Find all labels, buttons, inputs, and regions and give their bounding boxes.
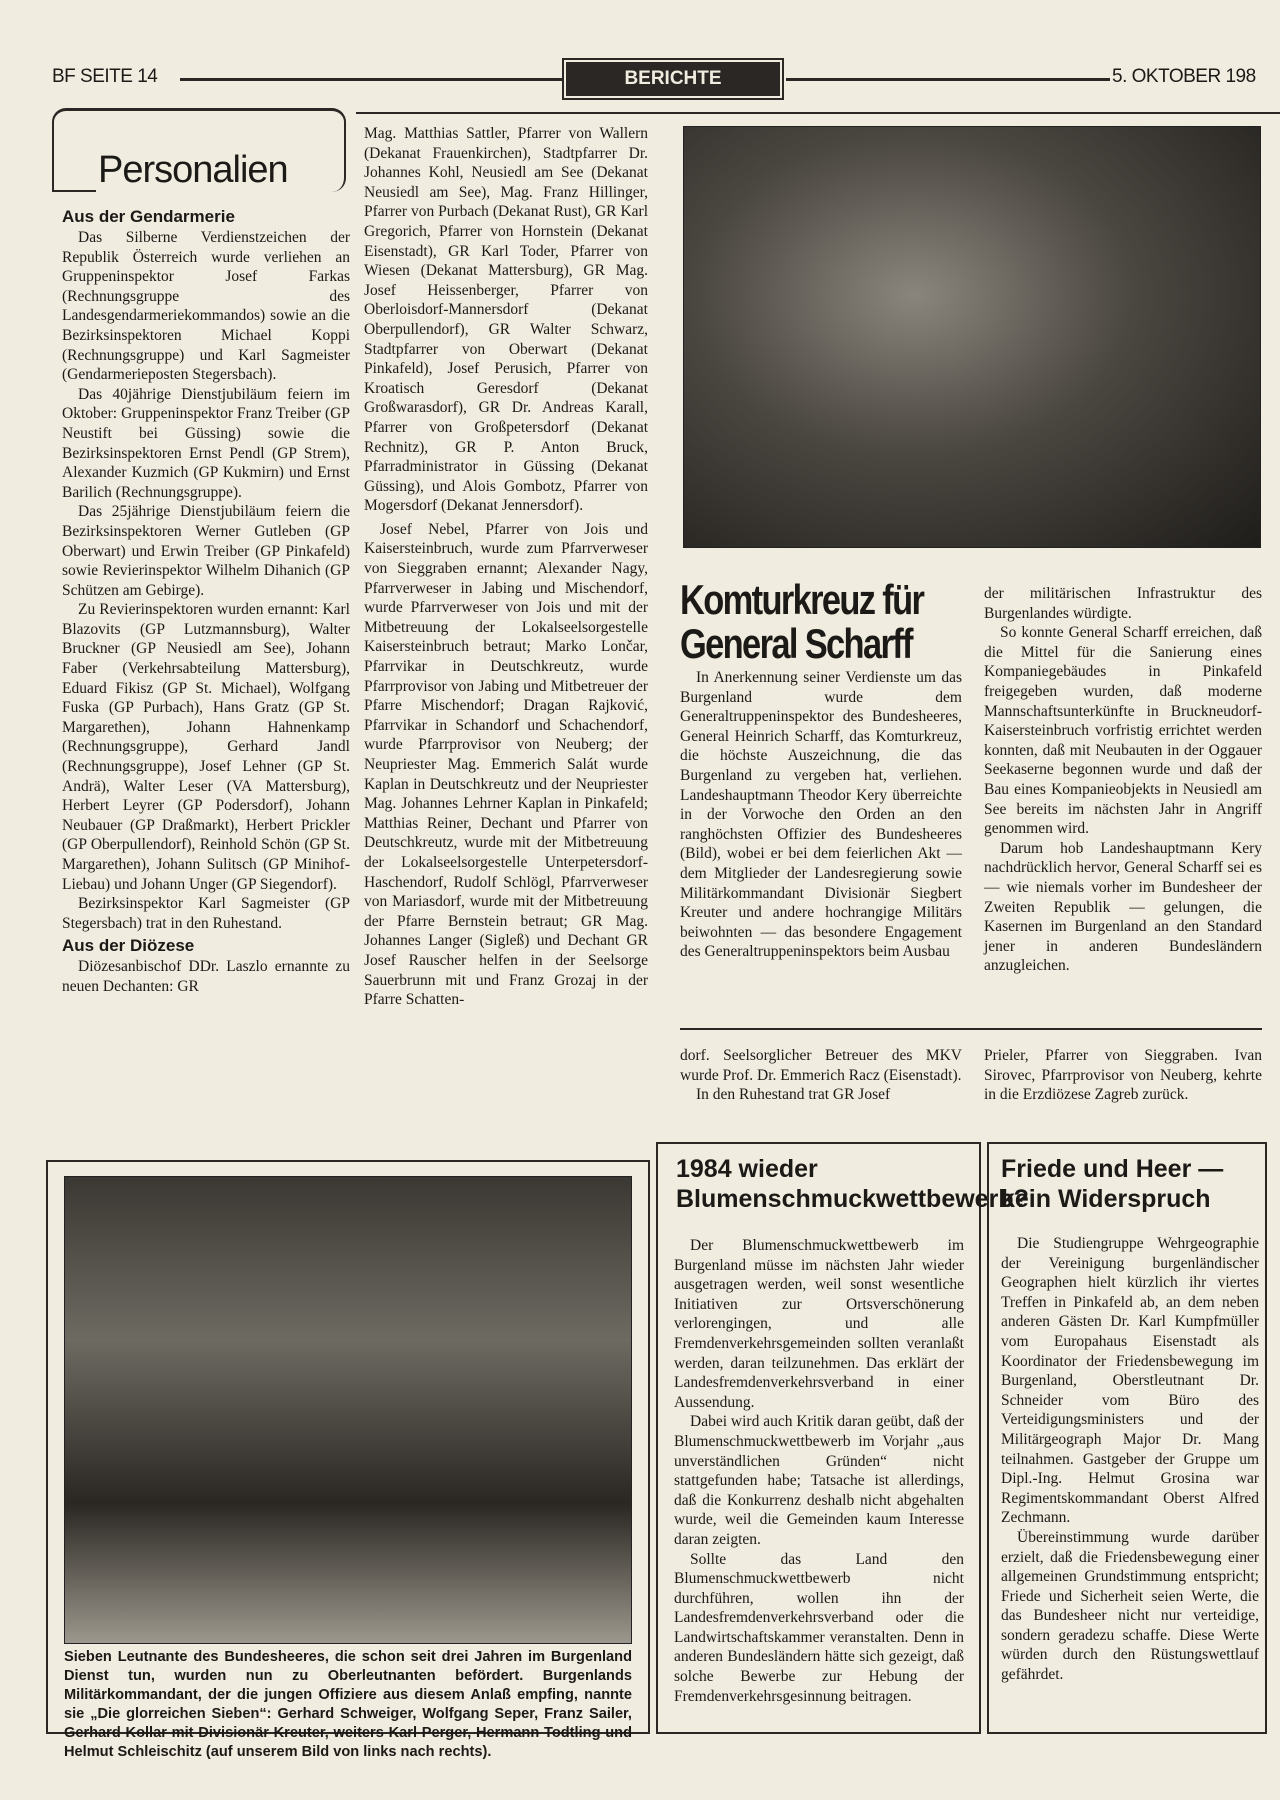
blumen-headline: 1984 wieder Blumenschmuckwettbewerb? [676,1155,1029,1213]
title-underline [52,190,96,192]
komtur-headline: Komturkreuz für General Scharff [680,576,924,667]
komtur-column-1 [680,668,962,962]
blumen-article-box [656,1142,1029,1734]
issue-date: 5. OKTOBER 198 [1112,66,1256,87]
article-paragraph: In den Ruhestand trat GR Josef [696,1086,891,1104]
dioezese-heading: Aus der Diözese [62,936,195,956]
photo-general-scharff-award [683,126,1261,548]
article-paragraph: Bezirksinspektor Karl Sagmeister (GP Stegersbach) trat in den Ruhestand. [62,895,350,932]
personalien-column-1 [62,204,350,997]
article-paragraph: Dabei wird auch Kritik daran geübt, daß der Blumenschmuckwettbewerb im Vorjahr „aus unverständlichen Gründen“ nicht stattgefunden habe; Tatsache ist allerdings, daß die Konkurrenz deshalb nicht abgehalten wurde, weil die Gemeinden kaum Interesse daran zeigten. [674,1413,964,1548]
article-paragraph: Zu Revierinspektoren wurden ernannt: Karl Blazovits (GP Lutzmannsburg), Walter Bruckner (GP Neusiedl am See), Johann Faber (Verkehrsabteilung Mattersburg), Eduard Fikisz (GP St. Michael), Wolfgang Fuska (GP Purbach), Hans Gratz (GP St. Margarethen), Johann Hahnenkamp (Rechnungsgruppe), Gerhard Jandl (Rechnungsgruppe), Josef Lehner (GP St. Andrä), Walter Leser (VA Mattersburg), Herbert Leyrer (GP Podersdorf), Johann Neubauer (GP Draßmarkt), Herbert Prickler (GP Oberpullendorf), Reinhold Schön (GP St. Margarethen), Johann Sulitsch (GP Minihof-Liebau) und Johann Unger (GP Siegendorf). [62,601,350,893]
personalien-continuation-1 [680,1046,962,1105]
article-paragraph: Darum hob Landeshauptmann Kery nachdrücklich hervor, General Scharff sei es — wie niemals vorher im Bundesheer der Zweiten Republik — gelungen, die Kasernen im Burgenland an den Standard jener in anderen Bundesländern anzugleichen. [984,839,1262,975]
photo-caption: Sieben Leutnante des Bundesheeres, die schon seit drei Jahren im Burgenland Dienst tun, wurden nun zu Oberleutnanten befördert. Burgenlands Militärkommandant, der die jungen Offiziere aus diesem Anlaß empfing, nannte sie „Die glorreichen Sieben“: Gerhard Schweiger, Wolfgang Seper, Franz Sailer, Gerhard Kollar mit Divisionär Kreuter, weiters Karl Perger, Hermann Todtling und Helmut Schleischitz (auf unserem Bild von links nach rechts). [64,1649,632,1760]
article-paragraph: der militärischen Infrastruktur des Burgenlandes würdigte. [984,585,1262,622]
article-paragraph: Josef Nebel, Pfarrer von Jois und Kaisersteinbruch, wurde zum Pfarrverweser von Sieggraben ernannt; Alexander Nagy, Pfarrverweser in Jabing und Mischendorf, wurde Pfarrverweser von Jois und mit der Mitbetreuung der Lokalseelsorgestelle Kaisersteinbruch betraut; Marko Lončar, Pfarrvikar in Deutschkreutz, wurde Pfarrprovisor von Jabing und Mitbetreuer der Pfarre Mischendorf; Dragan Rajković, Pfarrvikar in Schandorf und Schachendorf, wurde Pfarrprovisor von Neuberg; der Neupriester Mag. Emmerich Salát wurde Kaplan in Deutschkreutz und der Neupriester Mag. Johannes Lehrner Kaplan in Pinkafeld; Matthias Reiner, Dechant und Pfarrer von Deutschkreutz, wurde mit der Mitbetreuung der Lokalseelsorgestelle Unterpetersdorf-Haschendorf, Rudolf Schlögl, Pfarrverweser von Mariasdorf, wurde mit der Mitbetreuung der Pfarre Bernstein betraut; GR Mag. Johannes Langer (Sigleß) und Dechant GR Josef Rauscher helfen in der Seelsorge Sauerbrunn mit und Franz Grozaj in der Pfarre Schatten- [364,520,648,1009]
komtur-column-2 [984,584,1262,976]
photo-seven-officers [64,1176,632,1644]
article-paragraph: In Anerkennung seiner Verdienste um das Burgenland wurde dem Generaltruppeninspektor des Bundesheeres, General Heinrich Scharff, das Komturkreuz, die höchste Auszeichnung, die das Burgenland zu vergeben hat, verliehen. Landeshauptmann Theodor Kery überreichte in der Vorwoche den Orden an den ranghöchsten Offizier des Bundesheeres (Bild), wobei er bei dem feierlichen Akt — dem Mitglieder der Landesregierung sowie Militärkommandant Divisionär Siegbert Kreuter und andere hochrangige Militärs beiwohnten — das besondere Engagement des Generaltruppeninspektors beim Ausbau [680,669,962,961]
personalien-column-2 [364,124,648,1010]
article-paragraph: Das 40jährige Dienstjubiläum feiern im Oktober: Gruppeninspektor Franz Treiber (GP Neustift bei Güssing) sowie die Bezirksinspektoren Ernst Pendl (GP Strem), Alexander Kuzmich (GP Kukmirn) und Ernst Barilich (Rechnungsgruppe). [62,385,350,501]
header-rule [180,78,564,81]
article-paragraph: Der Blumenschmuckwettbewerb im Burgenland müsse im nächsten Jahr wieder ausgetragen werden, weil sonst wesentliche Initiativen zur Ortsverschönerung verlorengingen, und alle Fremdenverkehrsgemeinden sollten veranlaßt werden, daran teilzunehmen. Das erklärt der Landesfremdenverkehrsverband in einer Aussendung. [674,1237,964,1411]
article-paragraph: Prieler, Pfarrer von Sieggraben. Ivan Sirovec, Pfarrprovisor von Neuberg, kehrte in die Erzdiözese Zagreb zurück. [984,1047,1262,1104]
article-paragraph: Die Studiengruppe Wehrgeographie der Vereinigung burgenländischer Geographen hielt kürzlich ihr viertes Treffen in Pinkafeld ab, an dem neben anderen Gästen Dr. Karl Kumpfmüller vom Europahaus Eisenstadt als Koordinator der Friedensbewegung im Burgenland, Oberstleutnant Dr. Schneider vom Büro des Verteidigungsministers und der Militärgeograph Major Dr. Mang teilnahmen. Gastgeber der Gruppe um Dipl.-Ing. Helmut Grosina war Regimentskommandant Oberst Alfred Zechmann. [1001,1235,1259,1527]
article-paragraph: Diözesanbischof DDr. Laszlo ernannte zu neuen Dechanten: GR [62,958,350,995]
personalien-continuation-2 [984,1046,1262,1105]
gendarmerie-heading: Aus der Gendarmerie [62,207,235,226]
article-paragraph: So konnte General Scharff erreichen, daß die Mittel für die Sanierung eines Kompaniegebäudes in Pinkafeld freigegeben wurden, daß moderne Mannschaftsunterkünfte in Bruckneudorf-Kaisersteinbruch vorfristig errichtet werden konnten, daß mit Neubauten in der Oggauer Seekaserne begonnen wurde und daß der Bau eines Kompanieobjekts in Neusiedl am See bereits im nächsten Jahr in Angriff genommen wird. [984,624,1262,838]
page-number: BF SEITE 14 [52,66,158,87]
article-paragraph: Das 25jährige Dienstjubiläum feiern die Bezirksinspektoren Werner Gutleben (GP Oberwart) und Erwin Treiber (GP Pinkafeld) sowie Revierinspektor Wilhelm Dihanich (GP Schützen am Gebirge). [62,503,350,599]
article-paragraph: Mag. Matthias Sattler, Pfarrer von Wallern (Dekanat Frauenkirchen), Stadtpfarrer Dr. Johannes Kohl, Neusiedl am See (Dekanat Neusiedl am See), Mag. Franz Hillinger, Pfarrer von Purbach (Dekanat Rust), GR Karl Gregorich, Pfarrer von Hornstein (Dekanat Eisenstadt), GR Karl Toder, Pfarrer von Wiesen (Dekanat Mattersburg), GR Mag. Josef Heissenberger, Pfarrer von Oberloisdorf-Mannersdorf (Dekanat Oberpullendorf), GR Walter Schwarz, Stadtpfarrer von Oberwart (Dekanat Pinkafeld), Josef Perusich, Pfarrer von Kroatisch Geresdorf (Dekanat Großwarasdorf), GR Dr. Andreas Karall, Pfarrer von Großpetersdorf (Dekanat Rechnitz), GR P. Anton Bruck, Pfarradministrator in Güssing (Dekanat Güssing), und Alois Gombotz, Pfarrer von Mogersdorf (Dekanat Jennersdorf). [364,125,648,515]
article-rule [680,1028,1262,1030]
personalien-title: Personalien [98,149,288,191]
article-paragraph: Das Silberne Verdienstzeichen der Republik Österreich wurde verliehen an Gruppeninspektor Josef Farkas (Rechnungsgruppe des Landesgendarmeriekommandos) sowie an die Bezirksinspektoren Michael Koppi (Rechnungsgruppe) und Karl Sagmeister (Gendarmerieposten Stegersbach). [62,229,350,384]
section-label: BERICHTE [566,62,780,96]
friede-article-box [987,1142,1267,1734]
top-rule [356,112,1280,114]
article-paragraph: dorf. Seelsorglicher Betreuer des MKV wurde Prof. Dr. Emmerich Racz (Eisenstadt). [680,1047,962,1084]
personalien-title-box [52,108,346,192]
blumen-body [674,1236,964,1706]
officers-photo-box [46,1160,650,1760]
friede-headline: Friede und Heer — kein Widerspruch [1001,1155,1224,1213]
article-paragraph: Sollte das Land den Blumenschmuckwettbewerb nicht durchführen, wollen ihn der Landesfremdenverkehrsverband oder die Landwirtschaftskammer veranstalten. Denn in anderen Bundesländern hätte sich gezeigt, daß solche Bewerbe zur Hebung der Fremdenverkehrsgesinnung beitragen. [674,1550,964,1705]
article-paragraph: Übereinstimmung wurde darüber erzielt, daß die Friedensbewegung einer allgemeinen Grundstimmung entspricht; Friede und Sicherheit seien Werte, die das Bundesheer nicht nur verteidige, sondern geradezu schaffe. Diese Werte würden durch den Rüstungswettlauf gefährdet. [1001,1528,1259,1684]
header-rule [786,78,1110,81]
friede-body [1001,1234,1259,1685]
